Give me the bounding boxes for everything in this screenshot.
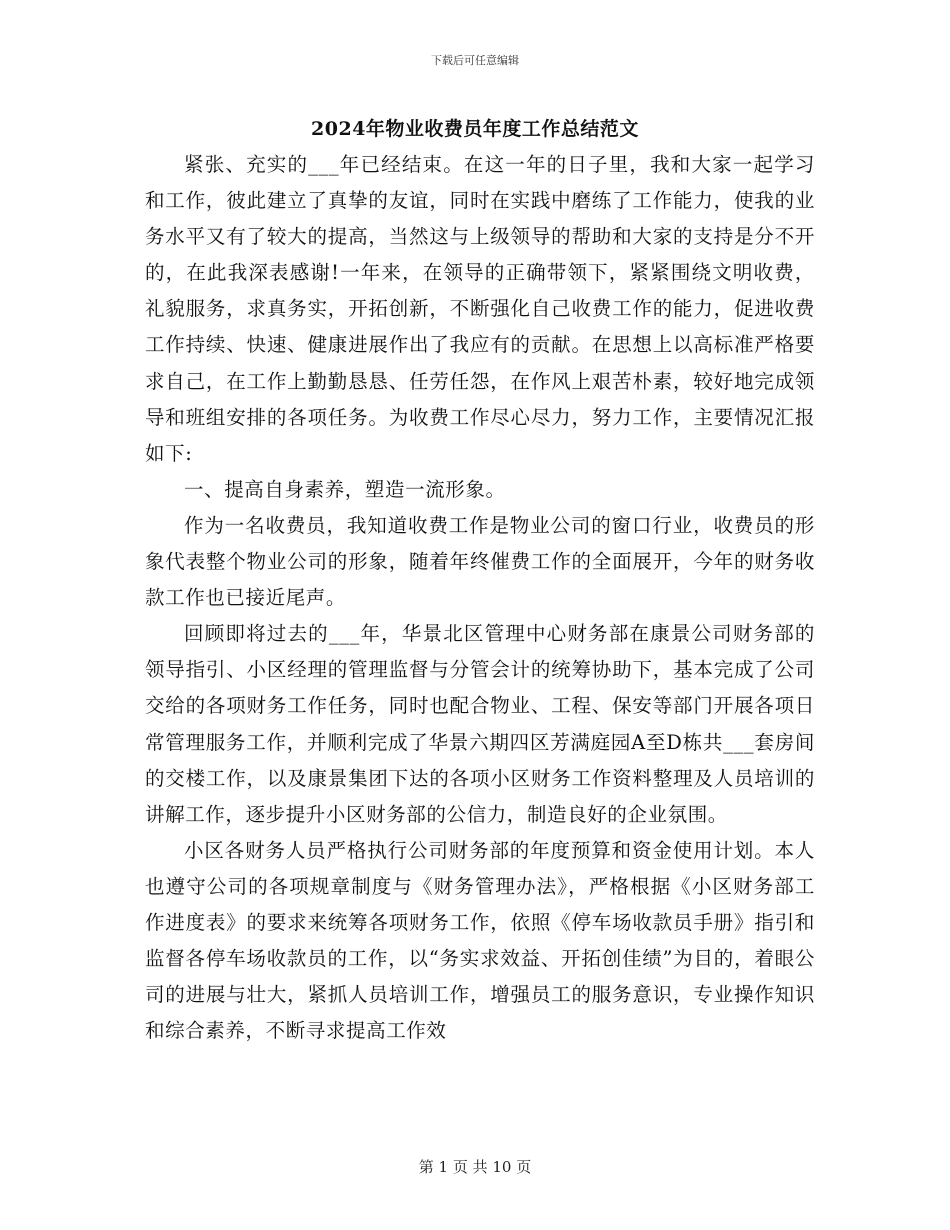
paragraph-review: 回顾即将过去的___年，华景北区管理中心财务部在康景公司财务部的领导指引、小区经理的管理监督与分管会计的统筹协助下，基本完成了公司交给的各项财务工作任务，同时也配合物业、工程、保安等部门开展各项日常管理服务工作，并顺利完成了华景六期四区芳满庭园A至D栋共___套房间的交楼工作，以及康景集团下达的各项小区财务工作资料整理及人员培训的讲解工作，逐步提升小区财务部的公信力，制造良好的企业氛围。: [145, 622, 815, 826]
document-body: [145, 147, 815, 1049]
header-note: 下载后可任意编辑: [431, 54, 519, 67]
paragraph-intro: 紧张、充实的___年已经结束。在这一年的日子里，我和大家一起学习和工作，彼此建立了真挚的友谊，同时在实践中磨练了工作能力，使我的业务水平又有了较大的提高，当然这与上级领导的帮助和大家的支持是分不开的，在此我深表感谢!一年来，在领导的正确带领下，紧紧围绕文明收费，礼貌服务，求真务实，开拓创新，不断强化自己收费工作的能力，促进收费工作持续、快速、健康进展作出了我应有的贡献。在思想上以高标准严格要求自己，在工作上勤勤恳恳、任劳任怨，在作风上艰苦朴素，较好地完成领导和班组安排的各项任务。为收费工作尽心尽力，努力工作，主要情况汇报如下:: [145, 153, 815, 465]
document-title: 2024年物业收费员年度工作总结范文: [311, 118, 639, 140]
paragraph-role: 作为一名收费员，我知道收费工作是物业公司的窗口行业，收费员的形象代表整个物业公司的形象，随着年终催费工作的全面展开，今年的财务收款工作也已接近尾声。: [145, 513, 815, 610]
section-heading-1: 一、提高自身素养，塑造一流形象。: [184, 477, 506, 501]
page-number: 第 1 页 共 10 页: [418, 1158, 532, 1176]
paragraph-rules: 小区各财务人员严格执行公司财务部的年度预算和资金使用计划。本人也遵守公司的各项规章制度与《财务管理办法》，严格根据《小区财务部工作进度表》的要求来统筹各项财务工作，依照《停车场收款员手册》指引和监督各停车场收款员的工作，以“务实求效益、开拓创佳绩”为目的，着眼公司的进展与壮大，紧抓人员培训工作，增强员工的服务意识，专业操作知识和综合素养，不断寻求提高工作效: [145, 838, 815, 1043]
